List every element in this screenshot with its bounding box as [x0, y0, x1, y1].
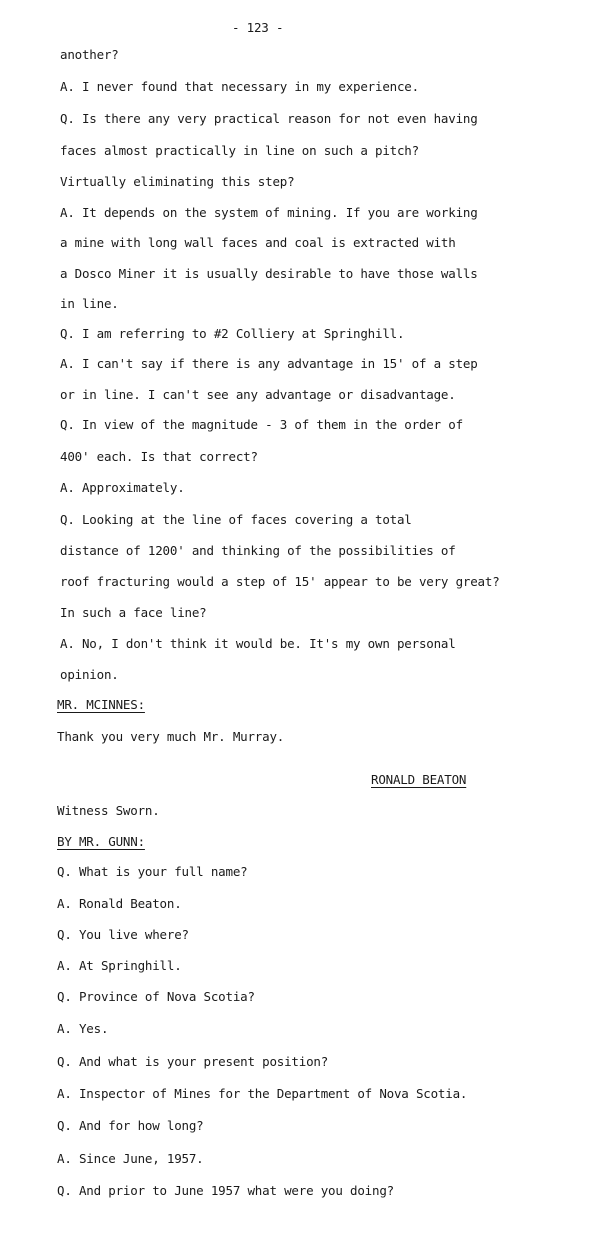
question-line: Q. Looking at the line of faces covering a total: [60, 512, 412, 527]
question-line: Q. And prior to June 1957 what were you doing?: [57, 1183, 394, 1198]
answer-line: A. Approximately.: [60, 480, 185, 495]
answer-line: A. It depends on the system of mining. If you are working: [60, 205, 478, 220]
answer-line: A. I can't say if there is any advantage in 15' of a step: [60, 356, 478, 371]
examiner-heading: BY MR. GUNN:: [57, 834, 145, 849]
question-line: Q. And what is your present position?: [57, 1054, 329, 1069]
answer-line: A. Yes.: [57, 1021, 109, 1036]
text-line: a Dosco Miner it is usually desirable to have those walls: [60, 266, 478, 281]
answer-line: A. Since June, 1957.: [57, 1151, 204, 1166]
text-line: a mine with long wall faces and coal is extracted with: [60, 235, 456, 250]
text-line: faces almost practically in line on such a pitch?: [60, 143, 419, 158]
question-line: Q. I am referring to #2 Colliery at Springhill.: [60, 326, 405, 341]
question-line: Q. Province of Nova Scotia?: [57, 989, 255, 1004]
answer-line: A. No, I don't think it would be. It's my own personal: [60, 636, 456, 651]
answer-line: A. Inspector of Mines for the Department of Nova Scotia.: [57, 1086, 468, 1101]
text-line: 400' each. Is that correct?: [60, 449, 258, 464]
answer-line: A. At Springhill.: [57, 958, 182, 973]
question-line: Q. In view of the magnitude - 3 of them in the order of: [60, 417, 463, 432]
answer-line: A. Ronald Beaton.: [57, 896, 182, 911]
text-line: distance of 1200' and thinking of the possibilities of: [60, 543, 456, 558]
text-line: in line.: [60, 296, 119, 311]
text-line: opinion.: [60, 667, 119, 682]
text-line: another?: [60, 47, 119, 62]
text-line: Thank you very much Mr. Murray.: [57, 729, 285, 744]
question-line: Q. Is there any very practical reason for not even having: [60, 111, 478, 126]
page-number: - 123 -: [232, 20, 284, 35]
speaker-heading: MR. MCINNES:: [57, 697, 145, 712]
witness-name-heading: RONALD BEATON: [371, 772, 467, 787]
question-line: Q. What is your full name?: [57, 864, 248, 879]
text-line: Witness Sworn.: [57, 803, 160, 818]
question-line: Q. And for how long?: [57, 1118, 204, 1133]
text-line: In such a face line?: [60, 605, 207, 620]
text-line: or in line. I can't see any advantage or disadvantage.: [60, 387, 456, 402]
question-line: Q. You live where?: [57, 927, 189, 942]
answer-line: A. I never found that necessary in my experience.: [60, 79, 419, 94]
text-line: roof fracturing would a step of 15' appear to be very great?: [60, 574, 500, 589]
text-line: Virtually eliminating this step?: [60, 174, 295, 189]
